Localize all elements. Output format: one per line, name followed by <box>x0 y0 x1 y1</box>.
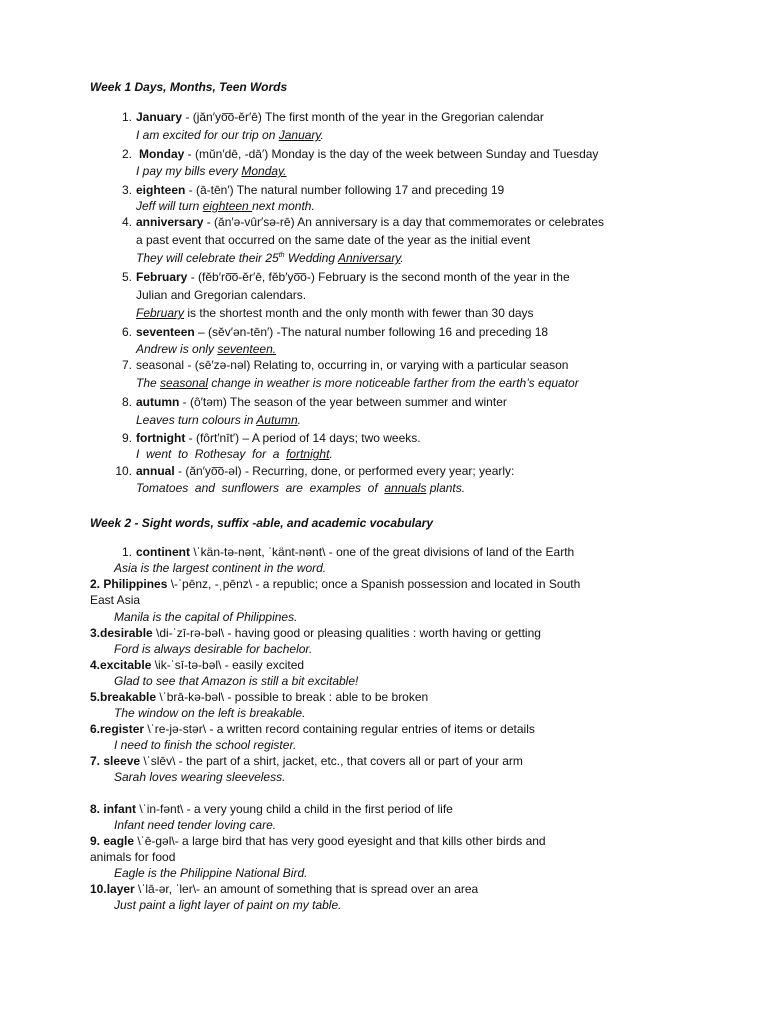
document-page: Week 1 Days, Months, Teen Words 1. January - (jăn′yo͞o-ĕr′ē) The first month of the year in the Gregorian calendar I am excited for our trip on January. 2. Monday - (mŭn′dē, -dā′) Monday is the day of the week between Sunday and Tuesday I pay my bills every Monday. 3. eighteen - (ā-tēn′) The natural number following 17 and preceding 19 Jeff will turn eighteen next month. 4. anniversary - (ăn′ə-vûr′sə-rē) An anniversary is a day that commemorates or celebrates a past event that occurred on the same date of the year as the initial event They will celebrate their 25th Wedding Anniversary. 5. February - (fĕb′ro͞o-ĕr′ē, fĕb′yo͞o-) February is the second month of the year in the Julian and Gregorian calendars. February is the shortest month and the only month with fewer than 30 days 6. seventeen – (sĕv′ən-tēn′) -The natural number following 16 and preceding 18 Andrew is only seventeen. 7. seasonal - (sē′zə-nəl) Relating to, occurring in, or varying with a particular season The seasonal change in weather is more noticeable farther from the earth’s equator 8. autumn - (ô′təm) The season of the year between summer and winter Leaves turn colours in Autumn. 9. fortnight - (fôrt′nīt′) – A period of 14 days; two weeks. I went to Rothesay for a fortnight. 10. annual - (ăn′yo͞o-əl) - Recurring, done, or performed every year; yearly: Tomatoes and sunflowers are examples of annuals plants. Week 2 - Sight words, suffix -able, and academic vocabulary 1. continent \ˈkän-tə-nənt, ˈkänt-nənt\ - one of the great divisions of land of the Earth Asia is the largest continent in the word. 2. Philippines \-ˈpēnz, -ˌpēnz\ - a republic; once a Spanish possession and located in South East Asia Manila is the capital of Philippines. 3.desirable \di-ˈzī-rə-bəl\ - having good or pleasing qualities : worth having or getting Ford is always desirable for bachelor. 4.excitable \ik-ˈsī-tə-bəl\ - easily excited Glad to see that Amazon is still a bit excitable! 5.breakable \ˈbrā-kə-bəl\ - possible to break : able to be broken The window on the left is breakable. 6.register \ˈre-jə-stər\ - a written record containing regular entries of items or details I need to finish the school register. 7. sleeve \ˈslēv\ - the part of a shirt, jacket, etc., that covers all or part of your arm Sarah loves wearing sleeveless. 8. infant \ˈin-fənt\ - a very young child a child in the first period of life Infant need tender loving care. 9. eagle \ˈē-gəl\- a large bird that has very good eyesight and that kills other birds and animals for food Eagle is the Philippine National Bird. 10.layer \ˈlā-ər, ˈler\- an amount of something that is spread over an area Just paint a light layer of paint on my table. <box>0 0 768 1024</box>
example-sentence: Glad to see that Amazon is still a bit excitable! <box>114 674 359 688</box>
list-item: 10.layer \ˈlā-ər, ˈler\- an amount of something that is spread over an area <box>90 882 479 896</box>
definition-continued: East Asia <box>90 593 141 607</box>
example-sentence: Ford is always desirable for bachelor. <box>114 642 313 656</box>
example-sentence: Eagle is the Philippine National Bird. <box>114 866 308 880</box>
example-sentence: Asia is the largest continent in the word. <box>114 561 327 575</box>
example-sentence: Infant need tender loving care. <box>114 818 277 832</box>
list-item: 3.desirable \di-ˈzī-rə-bəl\ - having good or pleasing qualities : worth having or getting <box>90 626 541 640</box>
example-sentence: Manila is the capital of Philippines. <box>114 610 298 624</box>
example-sentence: The window on the left is breakable. <box>114 706 306 720</box>
example-sentence: Just paint a light layer of paint on my table. <box>114 898 342 912</box>
list-item: 7. sleeve \ˈslēv\ - the part of a shirt, jacket, etc., that covers all or part of your arm <box>90 754 523 768</box>
list-item: 5.breakable \ˈbrā-kə-bəl\ - possible to break : able to be broken <box>90 690 429 704</box>
example-sentence: I need to finish the school register. <box>114 738 297 752</box>
list-item: 8. infant \ˈin-fənt\ - a very young child a child in the first period of life <box>90 802 453 816</box>
list-item: 2. Philippines \-ˈpēnz, -ˌpēnz\ - a republic; once a Spanish possession and located in South <box>90 577 581 591</box>
example-sentence: Sarah loves wearing sleeveless. <box>114 770 286 784</box>
week1-heading: Week 1 Days, Months, Teen Words <box>90 80 288 94</box>
definition-continued: animals for food <box>90 850 176 864</box>
list-item: 4.excitable \ik-ˈsī-tə-bəl\ - easily excited <box>90 658 305 672</box>
week2-heading: Week 2 - Sight words, suffix -able, and academic vocabulary <box>90 516 434 530</box>
list-item: 6.register \ˈre-jə-stər\ - a written record containing regular entries of items or details <box>90 722 535 736</box>
list-item: 9. eagle \ˈē-gəl\- a large bird that has very good eyesight and that kills other birds and <box>90 834 546 848</box>
